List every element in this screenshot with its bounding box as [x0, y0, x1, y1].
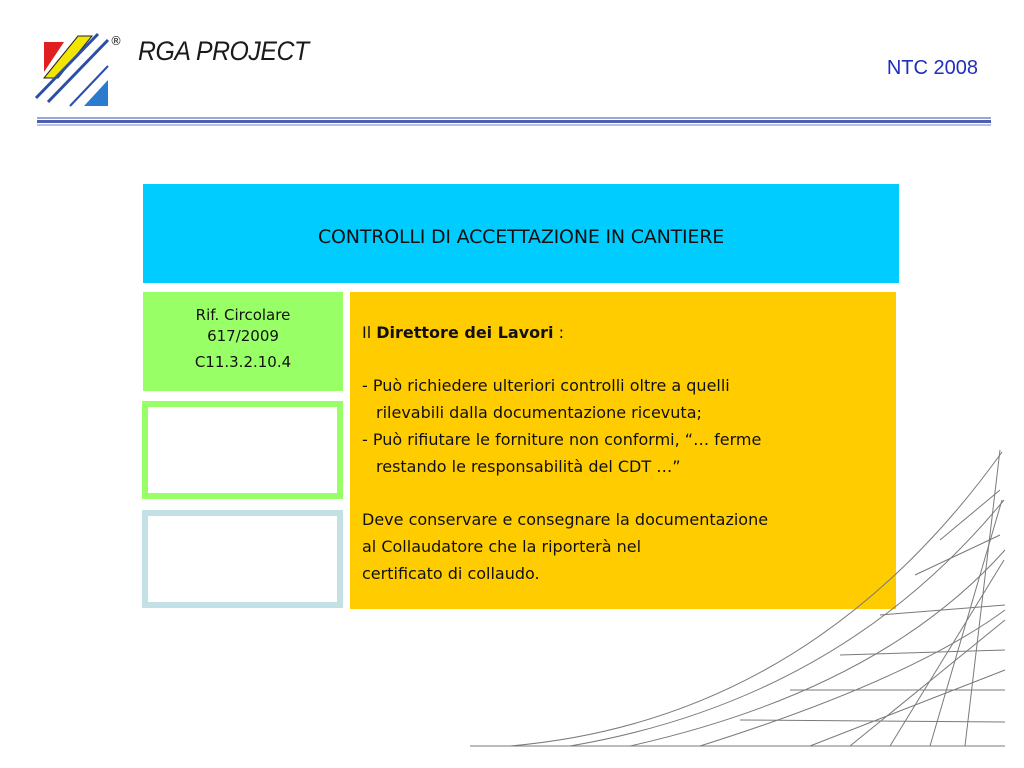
bullet-line: - Può richiedere ulteriori controlli oltre a quelli	[362, 376, 730, 395]
empty-blue-box	[142, 510, 343, 608]
bullet-line: rilevabili dalla documentazione ricevuta;	[376, 403, 702, 422]
reference-line: Rif. Circolare	[195, 306, 291, 324]
reference-line: C11.3.2.10.4	[194, 353, 292, 371]
reference-line: 617/2009	[207, 327, 279, 345]
closing-line: certificato di collaudo.	[362, 564, 540, 583]
intro-prefix: Il	[362, 323, 377, 342]
intro-role: Direttore dei Lavori	[376, 323, 554, 342]
closing-line: al Collaudatore che la riporterà nel	[362, 537, 642, 556]
reference-box	[143, 292, 343, 391]
closing-line: Deve conservare e consegnare la documentazione	[362, 510, 769, 529]
intro-line	[362, 319, 884, 346]
header-divider	[37, 117, 991, 127]
header-label: NTC 2008	[886, 57, 978, 79]
bullet-line: restando le responsabilità del CDT …”	[376, 457, 681, 476]
title-box	[143, 184, 899, 283]
logo-text: RGA PROJECT	[138, 36, 309, 66]
registered-mark: ®	[110, 34, 122, 48]
intro-suffix: :	[553, 323, 564, 342]
slide-title: CONTROLLI DI ACCETTAZIONE IN CANTIERE	[317, 225, 725, 248]
empty-green-box	[142, 401, 343, 499]
rga-logo-icon	[30, 32, 110, 108]
decorative-curve-lines	[460, 440, 1020, 760]
bullet-line: - Può rifiutare le forniture non conformi, “… ferme	[362, 430, 762, 449]
